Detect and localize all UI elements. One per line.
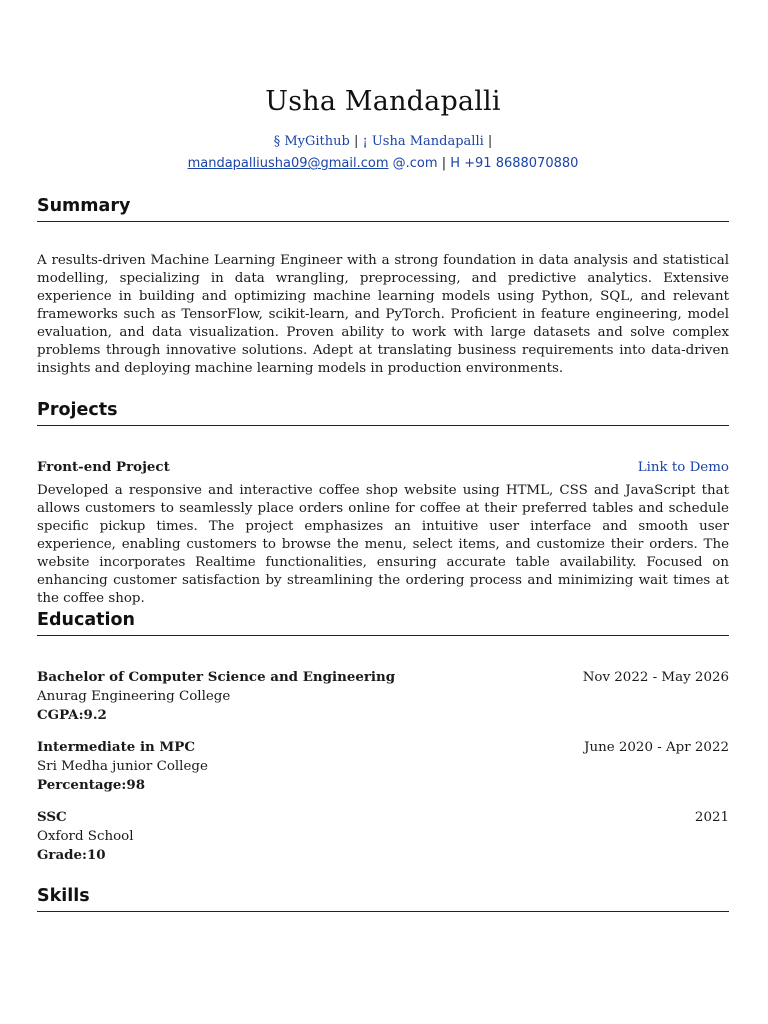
section-title-summary: Summary [37,196,131,216]
project-name: Front-end Project [37,459,170,475]
separator: | [441,156,447,171]
school-name: Anurag Engineering College [37,689,231,704]
school-name: Oxford School [37,829,134,844]
section-divider [37,425,729,426]
demo-link[interactable]: Link to Demo [637,460,729,475]
education-row [37,808,729,827]
section-divider [37,911,729,912]
degree-name: SSC [37,809,67,825]
section-title-education: Education [37,610,135,630]
candidate-name: Usha Mandapalli [265,86,501,117]
education-dates: Nov 2022 - May 2026 [582,670,729,685]
separator: | [353,134,359,149]
email-suffix: @.com [392,156,438,171]
section-title-projects: Projects [37,400,118,420]
separator: | [487,134,493,149]
education-score: Grade:10 [37,847,106,863]
section-title-skills: Skills [37,886,90,906]
contact-line-email-phone [37,156,729,171]
degree-name: Intermediate in MPC [37,739,195,755]
email-link[interactable]: mandapalliusha09@gmail.com [187,156,389,171]
education-dates: June 2020 - Apr 2022 [584,740,729,755]
education-row [37,738,729,757]
github-link[interactable]: § MyGithub [273,134,350,149]
section-divider [37,635,729,636]
school-name: Sri Medha junior College [37,759,208,774]
degree-name: Bachelor of Computer Science and Engineering [37,669,396,685]
education-dates: 2021 [694,810,729,825]
contact-line-links [37,134,729,149]
resume-page [37,0,729,1024]
summary-text: A results-driven Machine Learning Engineer with a strong foundation in data analysis and statistical modelling, specializing in data wrangling, preprocessing, and predictive analytics. Extensive experience in building and optimizing machine learning models using Python, SQL, and relevant frameworks such as TensorFlow, scikit-learn, and PyTorch. Proficient in feature engineering, model evaluation, and data visualization. Proven ability to work with large datasets and solve complex problems through innovative solutions. Adept at translating business requirements into data-driven insights and deploying machine learning models in production environments. [37,253,729,376]
section-divider [37,221,729,222]
linkedin-link[interactable]: ¡ Usha Mandapalli [362,134,484,149]
education-row [37,668,729,687]
education-score: Percentage:98 [37,777,146,793]
phone-number[interactable]: H +91 8688070880 [450,156,579,171]
project-description: Developed a responsive and interactive coffee shop website using HTML, CSS and JavaScript that allows customers to seamlessly place orders online for coffee at their preferred tables and schedule specific pickup times. The project emphasizes an intuitive user interface and smooth user experience, enabling customers to browse the menu, select items, and customize their orders. The website incorporates Realtime functionalities, ensuring accurate table availability. Focused on enhancing customer satisfaction by streamlining the ordering process and minimizing wait times at the coffee shop. [37,483,729,606]
project-header-row [37,458,729,477]
education-score: CGPA:9.2 [37,707,107,723]
